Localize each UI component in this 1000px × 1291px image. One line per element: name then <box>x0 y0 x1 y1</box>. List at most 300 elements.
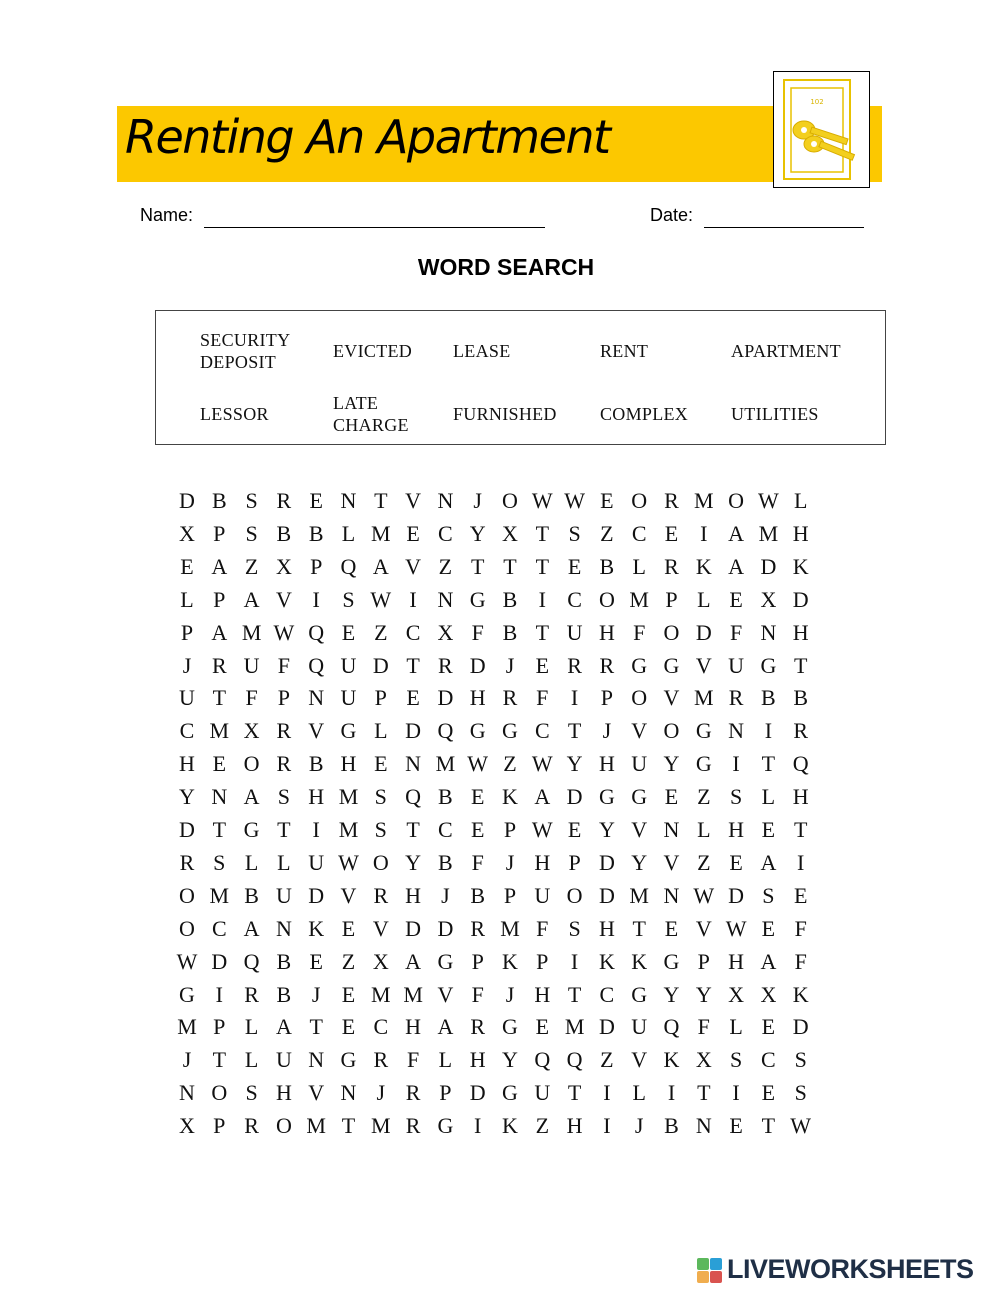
grid-letter[interactable]: R <box>211 652 227 678</box>
grid-letter[interactable]: T <box>793 817 808 842</box>
grid-letter[interactable]: A <box>275 1014 292 1040</box>
grid-letter[interactable]: B <box>211 488 227 513</box>
grid-letter[interactable]: I <box>700 520 708 546</box>
grid-letter[interactable]: H <box>792 784 809 810</box>
grid-letter[interactable]: M <box>371 1113 391 1139</box>
grid-letter[interactable]: P <box>600 685 614 711</box>
grid-letter[interactable]: X <box>275 553 292 579</box>
grid-letter[interactable]: L <box>697 817 711 842</box>
grid-letter[interactable]: O <box>663 619 680 645</box>
grid-letter[interactable]: I <box>667 1080 676 1106</box>
grid-letter[interactable]: U <box>243 652 260 678</box>
grid-letter[interactable]: Q <box>308 619 325 645</box>
grid-letter[interactable]: D <box>469 1080 486 1106</box>
grid-letter[interactable]: C <box>438 520 453 546</box>
grid-letter[interactable]: E <box>664 784 679 810</box>
grid-letter[interactable]: W <box>531 817 553 842</box>
grid-letter[interactable]: B <box>308 520 324 546</box>
grid-letter[interactable]: S <box>568 915 581 941</box>
grid-letter[interactable]: V <box>663 849 680 875</box>
grid-letter[interactable]: F <box>471 849 484 875</box>
grid-letter[interactable]: C <box>405 619 421 645</box>
grid-letter[interactable]: G <box>663 948 680 974</box>
grid-letter[interactable]: G <box>502 718 518 744</box>
grid-letter[interactable]: S <box>374 817 387 842</box>
grid-letter[interactable]: R <box>179 849 195 875</box>
grid-letter[interactable]: N <box>308 685 325 711</box>
grid-letter[interactable]: I <box>215 981 223 1007</box>
grid-letter[interactable]: D <box>437 685 454 711</box>
grid-letter[interactable]: P <box>503 817 517 842</box>
grid-letter[interactable]: E <box>729 586 743 612</box>
grid-letter[interactable]: R <box>276 488 292 513</box>
grid-letter[interactable]: Q <box>663 1014 680 1040</box>
grid-letter[interactable]: O <box>598 586 615 612</box>
grid-letter[interactable]: N <box>308 1047 325 1073</box>
grid-letter[interactable]: R <box>244 981 259 1007</box>
grid-letter[interactable]: H <box>405 1014 422 1040</box>
grid-letter[interactable]: M <box>338 817 359 842</box>
grid-letter[interactable]: L <box>697 586 711 612</box>
grid-letter[interactable]: X <box>243 718 260 744</box>
grid-letter[interactable]: H <box>728 948 745 974</box>
grid-letter[interactable]: I <box>603 1080 611 1106</box>
grid-letter[interactable]: D <box>179 817 195 842</box>
grid-letter[interactable]: E <box>793 882 808 908</box>
grid-letter[interactable]: R <box>470 915 486 941</box>
grid-letter[interactable]: A <box>211 553 228 579</box>
grid-letter[interactable]: N <box>663 882 680 908</box>
grid-letter[interactable]: E <box>567 553 582 579</box>
grid-letter[interactable]: P <box>213 586 226 612</box>
grid-letter[interactable]: F <box>245 685 258 711</box>
grid-letter[interactable]: B <box>502 619 518 645</box>
grid-letter[interactable]: T <box>567 1080 582 1106</box>
grid-letter[interactable]: C <box>179 718 195 744</box>
grid-letter[interactable]: Z <box>438 553 453 579</box>
grid-letter[interactable]: P <box>503 882 517 908</box>
grid-letter[interactable]: E <box>341 915 356 941</box>
grid-letter[interactable]: G <box>340 718 357 744</box>
name-line[interactable] <box>204 227 545 228</box>
grid-letter[interactable]: V <box>695 652 712 678</box>
grid-letter[interactable]: S <box>568 520 581 546</box>
grid-letter[interactable]: B <box>308 751 324 777</box>
grid-letter[interactable]: T <box>567 718 582 744</box>
grid-letter[interactable]: M <box>694 488 714 513</box>
grid-letter[interactable]: T <box>341 1113 356 1139</box>
grid-letter[interactable]: A <box>243 784 260 810</box>
grid-letter[interactable]: V <box>631 1047 648 1073</box>
grid-letter[interactable]: M <box>435 751 456 777</box>
grid-letter[interactable]: J <box>441 882 450 908</box>
grid-letter[interactable]: S <box>794 1080 807 1106</box>
grid-letter[interactable]: R <box>276 718 292 744</box>
grid-letter[interactable]: U <box>179 685 195 711</box>
grid-letter[interactable]: D <box>405 915 422 941</box>
grid-letter[interactable]: L <box>244 1014 259 1040</box>
grid-letter[interactable]: B <box>276 948 292 974</box>
grid-letter[interactable]: R <box>470 1014 486 1040</box>
grid-letter[interactable]: I <box>764 718 773 744</box>
grid-letter[interactable]: H <box>728 817 745 842</box>
grid-letter[interactable]: J <box>505 849 515 875</box>
grid-letter[interactable]: G <box>760 652 777 678</box>
grid-letter[interactable]: B <box>244 882 259 908</box>
grid-letter[interactable]: T <box>503 553 517 579</box>
grid-letter[interactable]: L <box>244 1047 259 1073</box>
grid-letter[interactable]: F <box>536 915 549 941</box>
grid-letter[interactable]: K <box>308 915 325 941</box>
grid-letter[interactable]: T <box>535 619 550 645</box>
grid-letter[interactable]: W <box>273 619 295 645</box>
grid-letter[interactable]: T <box>697 1080 711 1106</box>
grid-letter[interactable]: I <box>603 1113 611 1139</box>
grid-letter[interactable]: W <box>725 915 747 941</box>
grid-letter[interactable]: S <box>374 784 387 810</box>
grid-letter[interactable]: B <box>276 981 292 1007</box>
grid-letter[interactable]: B <box>502 586 518 612</box>
grid-letter[interactable]: X <box>760 586 777 612</box>
grid-letter[interactable]: K <box>792 553 809 579</box>
grid-letter[interactable]: L <box>244 849 259 875</box>
grid-letter[interactable]: R <box>599 652 615 678</box>
grid-letter[interactable]: D <box>566 784 583 810</box>
grid-letter[interactable]: E <box>309 488 323 513</box>
grid-letter[interactable]: Y <box>663 981 680 1007</box>
grid-letter[interactable]: L <box>632 553 646 579</box>
grid-letter[interactable]: Y <box>695 981 712 1007</box>
grid-letter[interactable]: D <box>792 1014 809 1040</box>
grid-letter[interactable]: L <box>374 718 388 744</box>
grid-letter[interactable]: H <box>598 619 615 645</box>
grid-letter[interactable]: H <box>598 915 615 941</box>
grid-letter[interactable]: Y <box>566 751 583 777</box>
grid-letter[interactable]: B <box>470 882 486 908</box>
grid-letter[interactable]: T <box>567 981 582 1007</box>
grid-letter[interactable]: J <box>182 652 192 678</box>
grid-letter[interactable]: G <box>243 817 260 842</box>
grid-letter[interactable]: D <box>695 619 712 645</box>
grid-letter[interactable]: R <box>276 751 292 777</box>
grid-letter[interactable]: E <box>341 981 356 1007</box>
grid-letter[interactable]: J <box>505 981 515 1007</box>
grid-letter[interactable]: T <box>277 817 291 842</box>
grid-letter[interactable]: G <box>469 586 486 612</box>
grid-letter[interactable]: R <box>793 718 809 744</box>
grid-letter[interactable]: W <box>790 1113 812 1139</box>
grid-letter[interactable]: E <box>761 817 776 842</box>
grid-letter[interactable]: P <box>471 948 484 974</box>
grid-letter[interactable]: T <box>535 553 550 579</box>
grid-letter[interactable]: G <box>437 948 454 974</box>
grid-letter[interactable]: G <box>631 652 648 678</box>
grid-letter[interactable]: G <box>340 1047 357 1073</box>
grid-letter[interactable]: U <box>534 1080 551 1106</box>
grid-letter[interactable]: H <box>598 751 615 777</box>
grid-letter[interactable]: P <box>213 1113 226 1139</box>
grid-letter[interactable]: T <box>212 685 227 711</box>
grid-letter[interactable]: C <box>211 915 227 941</box>
grid-letter[interactable]: W <box>467 751 489 777</box>
grid-letter[interactable]: U <box>566 619 583 645</box>
grid-letter[interactable]: Q <box>405 784 422 810</box>
grid-letter[interactable]: J <box>182 1047 192 1073</box>
grid-letter[interactable]: P <box>697 948 710 974</box>
grid-letter[interactable]: M <box>241 619 262 645</box>
grid-letter[interactable]: S <box>213 849 226 875</box>
grid-letter[interactable]: N <box>405 751 422 777</box>
grid-letter[interactable]: W <box>370 586 392 612</box>
grid-letter[interactable]: T <box>406 652 420 678</box>
grid-letter[interactable]: B <box>438 784 453 810</box>
grid-letter[interactable]: H <box>792 619 809 645</box>
grid-letter[interactable]: W <box>693 882 715 908</box>
grid-letter[interactable]: Y <box>469 520 486 546</box>
grid-letter[interactable]: R <box>373 882 389 908</box>
grid-letter[interactable]: C <box>567 586 582 612</box>
grid-letter[interactable]: M <box>403 981 423 1007</box>
grid-letter[interactable]: S <box>729 1047 743 1073</box>
grid-letter[interactable]: M <box>177 1014 197 1040</box>
grid-letter[interactable]: S <box>245 520 258 546</box>
grid-letter[interactable]: B <box>664 1113 679 1139</box>
grid-letter[interactable]: F <box>794 948 807 974</box>
grid-letter[interactable]: L <box>729 1014 743 1040</box>
grid-letter[interactable]: O <box>728 488 745 513</box>
grid-letter[interactable]: R <box>664 488 679 513</box>
grid-letter[interactable]: R <box>405 1080 421 1106</box>
grid-letter[interactable]: H <box>792 520 809 546</box>
grid-letter[interactable]: F <box>794 915 807 941</box>
grid-letter[interactable]: V <box>437 981 454 1007</box>
grid-letter[interactable]: D <box>760 553 777 579</box>
grid-letter[interactable]: A <box>534 784 551 810</box>
grid-letter[interactable]: N <box>211 784 228 810</box>
grid-letter[interactable]: P <box>568 849 581 875</box>
grid-letter[interactable]: L <box>277 849 291 875</box>
grid-letter[interactable]: U <box>340 685 357 711</box>
grid-letter[interactable]: V <box>340 882 357 908</box>
grid-letter[interactable]: O <box>663 718 680 744</box>
grid-letter[interactable]: S <box>762 882 775 908</box>
grid-letter[interactable]: Z <box>374 619 388 645</box>
grid-letter[interactable]: O <box>211 1080 228 1106</box>
grid-letter[interactable]: U <box>340 652 357 678</box>
grid-letter[interactable]: K <box>663 1047 680 1073</box>
grid-letter[interactable]: H <box>534 981 551 1007</box>
grid-letter[interactable]: S <box>794 1047 807 1073</box>
grid-letter[interactable]: A <box>760 948 777 974</box>
grid-letter[interactable]: V <box>405 488 422 513</box>
grid-letter[interactable]: L <box>438 1047 453 1073</box>
grid-letter[interactable]: N <box>437 586 454 612</box>
grid-letter[interactable]: S <box>729 784 743 810</box>
grid-letter[interactable]: R <box>244 1113 259 1139</box>
grid-letter[interactable]: W <box>758 488 779 513</box>
grid-letter[interactable]: F <box>471 981 484 1007</box>
grid-letter[interactable]: X <box>760 981 777 1007</box>
grid-letter[interactable]: R <box>405 1113 421 1139</box>
grid-letter[interactable]: D <box>792 586 809 612</box>
grid-letter[interactable]: A <box>243 586 260 612</box>
grid-letter[interactable]: X <box>437 619 454 645</box>
grid-letter[interactable]: N <box>760 619 777 645</box>
grid-letter[interactable]: F <box>729 619 743 645</box>
grid-letter[interactable]: T <box>793 652 808 678</box>
grid-letter[interactable]: D <box>598 849 615 875</box>
grid-letter[interactable]: I <box>538 586 546 612</box>
grid-letter[interactable]: Y <box>502 1047 518 1073</box>
grid-letter[interactable]: Y <box>631 849 648 875</box>
grid-letter[interactable]: E <box>341 1014 356 1040</box>
grid-letter[interactable]: Z <box>244 553 259 579</box>
grid-letter[interactable]: C <box>599 981 615 1007</box>
grid-letter[interactable]: I <box>409 586 417 612</box>
grid-letter[interactable]: D <box>728 882 745 908</box>
grid-letter[interactable]: Y <box>179 784 195 810</box>
grid-letter[interactable]: E <box>180 553 194 579</box>
grid-letter[interactable]: U <box>728 652 745 678</box>
grid-letter[interactable]: T <box>632 915 646 941</box>
grid-letter[interactable]: H <box>534 849 551 875</box>
grid-letter[interactable]: G <box>695 718 712 744</box>
grid-letter[interactable]: T <box>406 817 420 842</box>
grid-letter[interactable]: O <box>631 685 648 711</box>
grid-letter[interactable]: D <box>405 718 422 744</box>
grid-letter[interactable]: L <box>761 784 776 810</box>
grid-letter[interactable]: P <box>665 586 678 612</box>
grid-letter[interactable]: M <box>371 520 391 546</box>
grid-letter[interactable]: N <box>340 1080 357 1106</box>
grid-letter[interactable]: V <box>275 586 292 612</box>
grid-letter[interactable]: A <box>437 1014 454 1040</box>
grid-letter[interactable]: V <box>308 718 325 744</box>
grid-letter[interactable]: K <box>792 981 809 1007</box>
grid-letter[interactable]: J <box>634 1113 644 1139</box>
grid-letter[interactable]: G <box>663 652 680 678</box>
grid-letter[interactable]: C <box>534 718 550 744</box>
grid-letter[interactable]: E <box>761 915 776 941</box>
grid-letter[interactable]: L <box>180 586 194 612</box>
grid-letter[interactable]: S <box>277 784 291 810</box>
grid-letter[interactable]: D <box>437 915 454 941</box>
grid-letter[interactable]: R <box>502 685 518 711</box>
grid-letter[interactable]: E <box>729 849 743 875</box>
grid-letter[interactable]: S <box>245 488 258 513</box>
grid-letter[interactable]: F <box>536 685 549 711</box>
grid-letter[interactable]: N <box>275 915 292 941</box>
grid-letter[interactable]: D <box>372 652 389 678</box>
grid-letter[interactable]: E <box>212 751 227 777</box>
grid-letter[interactable]: P <box>374 685 387 711</box>
grid-letter[interactable]: T <box>535 520 550 546</box>
grid-letter[interactable]: J <box>311 981 321 1007</box>
grid-letter[interactable]: V <box>308 1080 325 1106</box>
grid-letter[interactable]: Y <box>405 849 422 875</box>
grid-letter[interactable]: J <box>505 652 515 678</box>
grid-letter[interactable]: U <box>275 1047 292 1073</box>
grid-letter[interactable]: U <box>308 849 325 875</box>
grid-letter[interactable]: V <box>405 553 422 579</box>
grid-letter[interactable]: H <box>566 1113 583 1139</box>
grid-letter[interactable]: L <box>341 520 356 546</box>
grid-letter[interactable]: R <box>373 1047 389 1073</box>
grid-letter[interactable]: P <box>213 520 226 546</box>
grid-letter[interactable]: M <box>629 586 649 612</box>
grid-letter[interactable]: Z <box>535 1113 550 1139</box>
grid-letter[interactable]: M <box>371 981 391 1007</box>
grid-letter[interactable]: X <box>179 1113 195 1139</box>
grid-letter[interactable]: G <box>502 1014 518 1040</box>
grid-letter[interactable]: X <box>179 520 195 546</box>
grid-letter[interactable]: P <box>310 553 323 579</box>
grid-letter[interactable]: M <box>306 1113 326 1139</box>
grid-letter[interactable]: A <box>243 915 260 941</box>
grid-letter[interactable]: E <box>535 1014 550 1040</box>
grid-letter[interactable]: N <box>728 718 745 744</box>
grid-letter[interactable]: G <box>502 1080 518 1106</box>
grid-letter[interactable]: E <box>341 619 356 645</box>
grid-letter[interactable]: N <box>663 817 680 842</box>
grid-letter[interactable]: T <box>470 553 485 579</box>
grid-letter[interactable]: M <box>338 784 359 810</box>
grid-letter[interactable]: U <box>631 751 648 777</box>
grid-letter[interactable]: T <box>212 817 227 842</box>
grid-letter[interactable]: H <box>405 882 422 908</box>
grid-letter[interactable]: B <box>438 849 453 875</box>
grid-letter[interactable]: M <box>500 915 520 941</box>
grid-letter[interactable]: I <box>732 1080 740 1106</box>
grid-letter[interactable]: J <box>376 1080 386 1106</box>
grid-letter[interactable]: L <box>632 1080 646 1106</box>
grid-letter[interactable]: P <box>277 685 291 711</box>
grid-letter[interactable]: E <box>600 488 614 513</box>
grid-letter[interactable]: I <box>312 817 320 842</box>
grid-letter[interactable]: Q <box>437 718 454 744</box>
grid-letter[interactable]: Y <box>598 817 615 842</box>
grid-letter[interactable]: U <box>275 882 292 908</box>
grid-letter[interactable]: H <box>469 685 486 711</box>
grid-letter[interactable]: I <box>732 751 740 777</box>
grid-letter[interactable]: W <box>338 849 359 875</box>
grid-letter[interactable]: J <box>602 718 612 744</box>
grid-letter[interactable]: W <box>564 488 585 513</box>
grid-letter[interactable]: K <box>598 948 615 974</box>
grid-letter[interactable]: O <box>631 488 648 513</box>
grid-letter[interactable]: K <box>502 948 518 974</box>
grid-letter[interactable]: D <box>598 882 615 908</box>
grid-letter[interactable]: Q <box>308 652 325 678</box>
grid-letter[interactable]: T <box>212 1047 227 1073</box>
grid-letter[interactable]: M <box>758 520 779 546</box>
grid-letter[interactable]: G <box>598 784 615 810</box>
grid-letter[interactable]: T <box>761 1113 776 1139</box>
grid-letter[interactable]: C <box>373 1014 389 1040</box>
grid-letter[interactable]: F <box>633 619 646 645</box>
grid-letter[interactable]: Z <box>697 784 711 810</box>
grid-letter[interactable]: S <box>342 586 355 612</box>
grid-letter[interactable]: P <box>439 1080 452 1106</box>
grid-letter[interactable]: W <box>176 948 198 974</box>
grid-letter[interactable]: V <box>663 685 680 711</box>
grid-letter[interactable]: N <box>437 488 454 513</box>
grid-letter[interactable]: F <box>406 1047 420 1073</box>
grid-letter[interactable]: V <box>695 915 712 941</box>
grid-letter[interactable]: I <box>474 1113 482 1139</box>
grid-letter[interactable]: K <box>502 784 518 810</box>
grid-letter[interactable]: Z <box>697 849 711 875</box>
